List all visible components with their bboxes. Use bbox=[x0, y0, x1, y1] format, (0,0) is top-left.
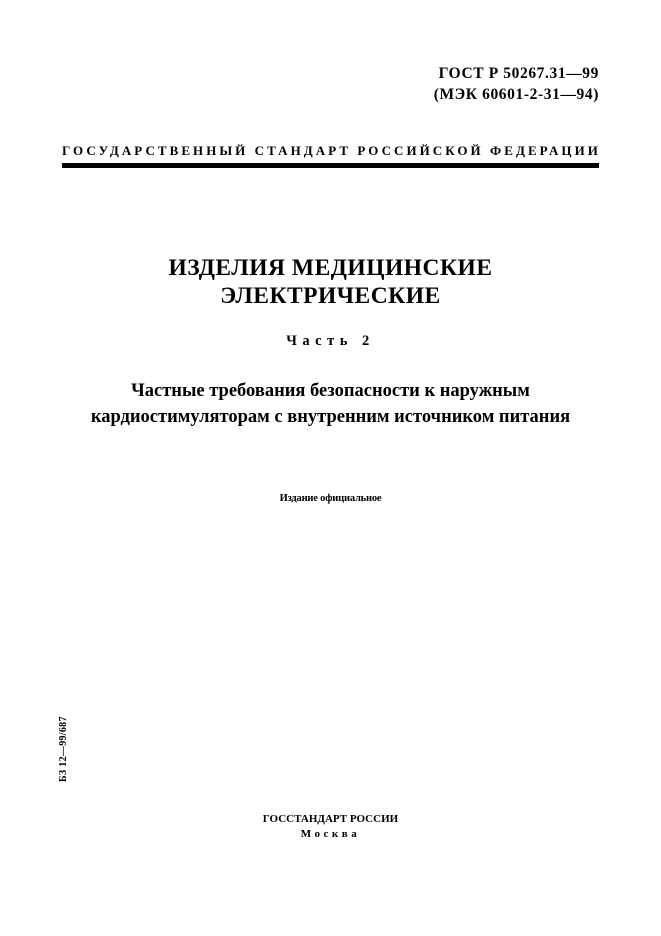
document-subtitle bbox=[0, 378, 661, 430]
subtitle-line-2: кардиостимуляторам с внутренним источником питания bbox=[90, 407, 571, 427]
side-code: БЗ 12—99/687 bbox=[58, 716, 69, 782]
edition-note: Издание официальное bbox=[279, 493, 382, 504]
iec-number: (МЭК 60601-2-31—94) bbox=[433, 86, 599, 103]
document-title bbox=[0, 254, 661, 310]
publisher-city: Москва bbox=[300, 828, 361, 840]
gost-number: ГОСТ Р 50267.31—99 bbox=[438, 65, 599, 82]
publisher-block bbox=[0, 812, 661, 842]
subtitle-line-1: Частные требования безопасности к наружным bbox=[131, 381, 530, 401]
header-rule bbox=[62, 163, 599, 168]
state-standard-heading: ГОСУДАРСТВЕННЫЙ СТАНДАРТ РОССИЙСКОЙ ФЕДЕРАЦИИ bbox=[62, 143, 601, 158]
part-label: Часть 2 bbox=[286, 333, 375, 349]
publisher-name: ГОССТАНДАРТ РОССИИ bbox=[262, 813, 399, 825]
title-line-1: ИЗДЕЛИЯ МЕДИЦИНСКИЕ bbox=[168, 255, 493, 281]
title-line-2: ЭЛЕКТРИЧЕСКИЕ bbox=[220, 283, 441, 309]
standard-designation bbox=[434, 63, 599, 105]
